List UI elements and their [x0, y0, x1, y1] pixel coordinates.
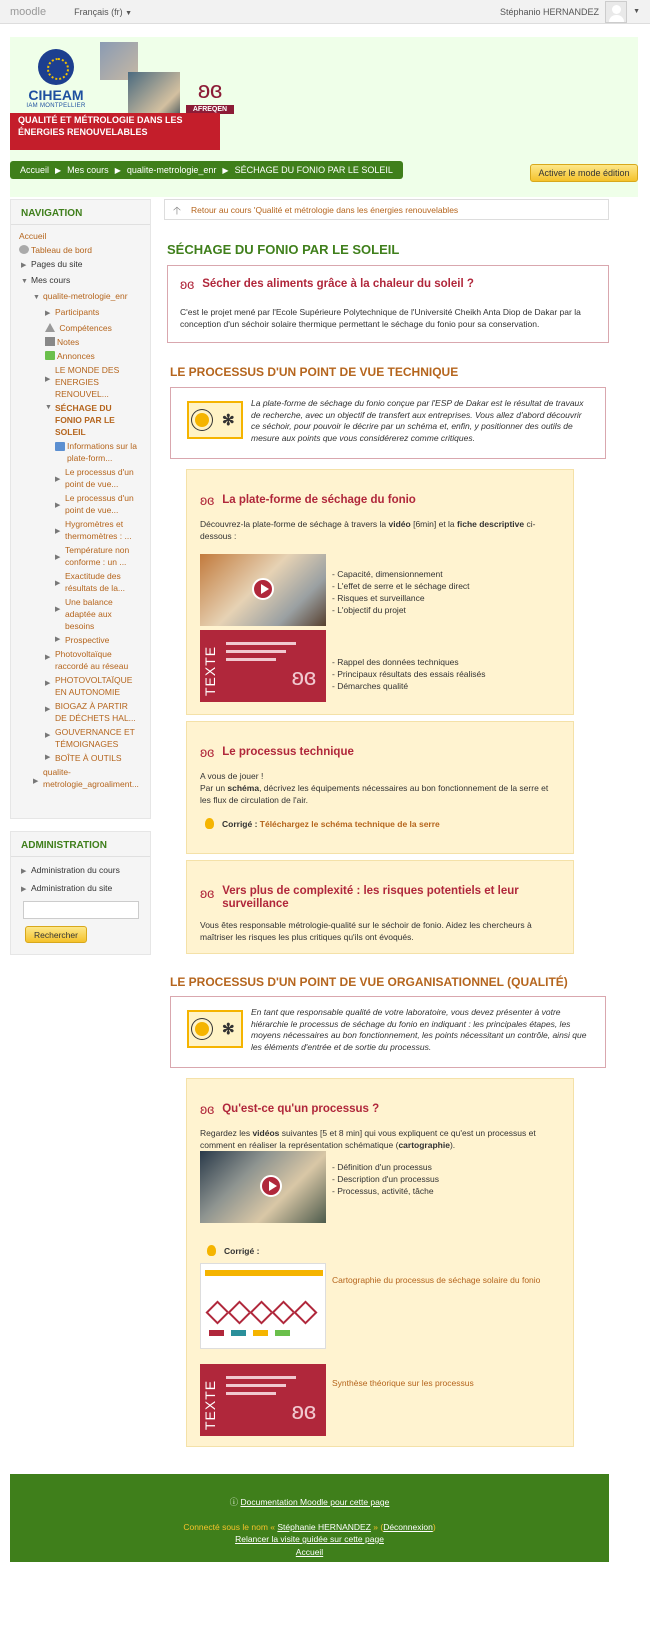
news-icon [45, 351, 55, 360]
cartography-thumbnail[interactable] [200, 1263, 326, 1349]
text-resource [200, 630, 486, 702]
navigation-block [10, 199, 151, 819]
card-title: La plate-forme de séchage du fonio [222, 493, 416, 506]
nav-item-activity[interactable]: Prospective [65, 635, 110, 645]
card-text: A vous de jouer ! Par un schéma, décrivez les équipements nécessaires au bon fonctionnement de la serre et les flux de circulation de l'air. [200, 771, 549, 805]
play-icon[interactable] [252, 578, 274, 600]
search-button[interactable]: Rechercher [25, 926, 87, 943]
list-item: - Capacité, dimensionnement [332, 569, 443, 579]
card-text: Vous êtes responsable métrologie-qualité sur le séchoir de fonio. Aidez les chercheurs à maîtriser les risques les plus critiques qu'ils ont évoqués. [200, 920, 532, 942]
nav-item-activity[interactable]: Température non conforme : un ... [65, 545, 130, 567]
info-icon: ⓘ [229, 1497, 241, 1507]
admin-course-label: Administration du cours [31, 865, 120, 875]
afreqen-label: AFREQEN [186, 105, 234, 114]
nav-item-activity[interactable]: Le processus d'un point de vue... [65, 493, 134, 515]
footer-home-link[interactable]: Accueil [295, 1547, 324, 1557]
butterfly-icon: ʚɞ [200, 885, 215, 901]
sheet-keyword: fiche descriptive [457, 519, 525, 529]
correction-label: Corrigé : [224, 1245, 260, 1256]
folder-icon [55, 442, 65, 451]
list-item: - Description d'un processus [332, 1174, 439, 1184]
breadcrumb-section[interactable]: SÉCHAGE DU FONIO PAR LE SOLEIL [234, 165, 393, 175]
butterfly-icon: ʚɞ [200, 492, 215, 508]
video-resource [200, 554, 470, 626]
triangle-right-icon: ▶ [21, 886, 27, 893]
video-resource [200, 1151, 439, 1223]
triangle-right-icon: ▶ [21, 868, 27, 875]
list-item: - Définition d'un processus [332, 1162, 432, 1172]
up-arrow-icon: 🡡 [173, 205, 181, 217]
triangle-right-icon[interactable]: ▶ [45, 680, 51, 687]
triangle-right-icon[interactable]: ▶ [21, 262, 27, 269]
administration-title: ADMINISTRATION [11, 832, 150, 857]
butterfly-icon: ʚɞ [197, 77, 223, 104]
sun-fan-icon: ✻ [187, 1010, 243, 1048]
nav-item-competencies[interactable]: Compétences [59, 323, 112, 333]
triangle-right-icon[interactable]: ▶ [45, 654, 51, 661]
triangle-right-icon[interactable]: ▶ [55, 476, 61, 483]
triangle-right-icon[interactable]: ▶ [45, 706, 51, 713]
info-box [170, 387, 606, 459]
administration-block [10, 831, 151, 955]
section-title: LE PROCESSUS D'UN POINT DE VUE TECHNIQUE [170, 365, 459, 379]
list-item: - Risques et surveillance [332, 593, 425, 603]
nav-item-course[interactable]: qualite-metrologie_agroaliment... [43, 767, 139, 789]
admin-site[interactable] [11, 879, 150, 897]
nav-item-activity[interactable]: Exactitude des résultats de la... [65, 571, 126, 593]
info-text: En tant que responsable qualité de votre laboratoire, vous devez présenter à votre hiérarchie le processus de séchage du fonio en indiquant : les principales étapes, les moyens nécessaires au bon fonctionnement, les points nécessitant un contrôle, ainsi que les éléments d'entrée et de sortie du processus. [251, 1007, 587, 1052]
section-title: LE PROCESSUS D'UN POINT DE VUE ORGANISATIONNEL (QUALITÉ) [170, 975, 568, 989]
triangle-right-icon[interactable]: ▶ [55, 636, 61, 643]
user-name: Stéphanio HERNANDEZ [500, 6, 600, 17]
video-thumbnail[interactable] [200, 1151, 326, 1223]
texte-label: TEXTE [202, 645, 218, 696]
nav-item-my-courses[interactable]: Mes cours [31, 275, 71, 285]
intro-title: Sécher des aliments grâce à la chaleur du soleil ? [202, 278, 474, 290]
breadcrumb-separator-icon: ▶ [222, 165, 229, 175]
avatar [605, 1, 627, 23]
correction-label: Corrigé : [222, 818, 260, 829]
card-title: Le processus technique [222, 745, 354, 758]
breadcrumb-course[interactable]: qualite-metrologie_enr [126, 165, 217, 175]
admin-site-label: Administration du site [31, 883, 113, 893]
card-title: Vers plus de complexité : les risques potentiels et leur surveillance [222, 885, 519, 910]
triangle-right-icon[interactable]: ▶ [45, 754, 51, 761]
butterfly-icon: ʚɞ [291, 1398, 316, 1425]
butterfly-icon: ʚɞ [291, 664, 316, 691]
info-box [170, 996, 606, 1068]
triangle-right-icon[interactable]: ▶ [45, 376, 51, 383]
triangle-down-icon[interactable]: ▼ [21, 278, 28, 285]
triangle-right-icon[interactable]: ▶ [33, 778, 39, 785]
texte-label: TEXTE [202, 1379, 218, 1430]
synthesis-link[interactable]: Synthèse théorique sur les processus [332, 1378, 474, 1388]
nav-item-participants[interactable]: Participants [55, 307, 100, 317]
triangle-right-icon[interactable]: ▶ [55, 528, 61, 535]
card-title: Qu'est-ce qu'un processus ? [222, 1102, 380, 1115]
logout-link[interactable]: Déconnexion [383, 1522, 433, 1532]
download-schema-link[interactable]: Téléchargez le schéma technique de la serre [259, 818, 440, 829]
triangle-right-icon[interactable]: ▶ [55, 554, 61, 561]
ciheam-name: CIHEAM [28, 87, 84, 103]
breadcrumb [10, 161, 403, 179]
navigation-tree [11, 229, 150, 791]
text-thumbnail[interactable] [200, 1364, 326, 1436]
cartography-resource [200, 1263, 540, 1349]
video-thumbnail[interactable] [200, 554, 326, 626]
info-text: La plate-forme de séchage du fonio conçue par l'ESP de Dakar est le résultat de travaux de recherche, avec un objectif de transfert aux entreprises. Vous allez d'abord découvrir ce séchoir, pour pouvoir le décrire par un schéma et, enfin, y positionner des outils de mesure aux points que vous considérerez comme critiques. [251, 398, 584, 443]
triangle-right-icon[interactable]: ▶ [45, 732, 51, 739]
triangle-right-icon[interactable]: ▶ [55, 580, 61, 587]
triangle-down-icon[interactable]: ▼ [33, 294, 40, 301]
course-banner: QUALITÉ ET MÉTROLOGIE DANS LES ÉNERGIES RENOUVELABLES [10, 113, 220, 150]
breadcrumb-separator-icon: ▶ [114, 165, 121, 175]
card-text: Regardez les vidéos suivantes [5 et 8 min] qui vous expliquent ce qu'est un processus et comment en réaliser la représentation schématique (cartographie). [200, 1128, 536, 1150]
ciheam-sub: IAM MONTPELLIER [26, 103, 86, 109]
nav-item-section-1[interactable]: LE MONDE DES ENERGIES RENOUVEL... [55, 365, 120, 399]
admin-course[interactable] [11, 861, 150, 879]
language-menu[interactable] [74, 7, 132, 17]
butterfly-icon: ʚɞ [200, 744, 215, 760]
nav-item-activity[interactable]: Le processus d'un point de vue... [65, 467, 134, 489]
nav-item-section[interactable]: BIOGAZ À PARTIR DE DÉCHETS HAL... [55, 701, 136, 723]
nav-item-section-current[interactable]: SÉCHAGE DU FONIO PAR LE SOLEIL [55, 403, 115, 437]
butterfly-icon: ʚɞ [180, 276, 195, 292]
activity-card [186, 860, 574, 954]
page-footer: ⓘ Documentation Moodle pour cette page Connecté sous le nom « Stéphanie HERNANDEZ » (Déconnexion) Relancer la visite guidée sur cette page Accueil [10, 1474, 609, 1562]
list-item: - Rappel des données techniques [332, 657, 459, 667]
text-thumbnail[interactable] [200, 630, 326, 702]
moodle-logo[interactable]: moodle [10, 5, 47, 18]
play-icon[interactable] [260, 1175, 282, 1197]
top-navbar [0, 0, 650, 24]
guided-tour-link[interactable]: Relancer la visite guidée sur cette page [235, 1534, 384, 1544]
nav-item-activity[interactable]: Hygromètres et thermomètres : ... [65, 519, 132, 541]
breadcrumb-separator-icon: ▶ [55, 165, 62, 175]
triangle-right-icon[interactable]: ▶ [55, 606, 61, 613]
nav-item-grades[interactable]: Notes [57, 337, 80, 347]
nav-item-activity[interactable]: Une balance adaptée aux besoins [65, 597, 113, 631]
list-item: - Principaux résultats des essais réalisés [332, 669, 486, 679]
list-item: - Processus, activité, tâche [332, 1186, 434, 1196]
triangle-down-icon[interactable]: ▼ [45, 404, 52, 411]
card-text: Découvrez-la plate-forme de séchage à travers la vidéo [6min] et la fiche descriptive ci-dessous : [200, 519, 536, 541]
competency-icon [45, 323, 55, 332]
nav-item-site-pages[interactable]: Pages du site [31, 259, 83, 269]
nav-item-section[interactable]: PHOTOVOLTAÏQUE EN AUTONOMIE [55, 675, 133, 697]
navigation-title: NAVIGATION [11, 200, 150, 225]
nav-item-section[interactable]: BOÎTE À OUTILS [55, 753, 122, 763]
butterfly-icon: ʚɞ [200, 1101, 215, 1117]
moodle-docs-link[interactable]: Documentation Moodle pour cette page [240, 1497, 390, 1507]
nav-item-section[interactable]: Photovoltaïque raccordé au réseau [55, 649, 129, 671]
page-header [10, 37, 638, 197]
sun-fan-icon: ✻ [187, 401, 243, 439]
edit-mode-button[interactable]: Activer le mode édition [530, 164, 638, 182]
language-label: Français (fr) [74, 6, 123, 17]
caret-down-icon: ▼ [633, 8, 640, 15]
list-item: - L'effet de serre et le séchage direct [332, 581, 470, 591]
intro-box [167, 265, 609, 343]
activity-card [186, 721, 574, 854]
afreqen-logo [186, 77, 234, 114]
intro-text: C'est le projet mené par l'Ecole Supérieure Polytechnique de l'Université Cheikh Anta Diop de Dakar par la conception d'un séchoir solaire thermique permettant le séchage du fonio pour sa conservation. [180, 307, 581, 329]
ciheam-logo [22, 49, 90, 109]
bulb-icon [207, 1245, 216, 1256]
caret-down-icon: ▼ [125, 9, 133, 17]
page-title: SÉCHAGE DU FONIO PAR LE SOLEIL [167, 242, 400, 257]
list-item: - Démarches qualité [332, 681, 409, 691]
triangle-right-icon[interactable]: ▶ [45, 310, 51, 317]
text-resource [200, 1364, 474, 1436]
user-menu[interactable] [500, 1, 640, 23]
notes-icon [45, 337, 55, 346]
activity-card [186, 1078, 574, 1447]
breadcrumb-my-courses[interactable]: Mes cours [67, 165, 109, 175]
nav-item-home[interactable]: Accueil [19, 231, 47, 241]
video-keyword: vidéo [388, 519, 411, 529]
list-item: - L'objectif du projet [332, 605, 406, 615]
profile-link[interactable]: Stéphanie HERNANDEZ [277, 1522, 371, 1532]
bulb-icon [205, 818, 214, 829]
dashboard-icon [19, 245, 29, 254]
back-to-course-link[interactable] [164, 199, 609, 220]
nav-item-dashboard[interactable]: Tableau de bord [31, 245, 92, 255]
nav-item-section[interactable]: GOUVERNANCE ET TÉMOIGNAGES [55, 727, 135, 749]
admin-search-input[interactable] [23, 901, 139, 919]
nav-item-course[interactable]: qualite-metrologie_enr [43, 291, 128, 301]
cartography-link[interactable]: Cartographie du processus de séchage solaire du fonio [332, 1275, 541, 1285]
breadcrumb-home[interactable]: Accueil [20, 165, 50, 175]
back-link-label: Retour au cours 'Qualité et métrologie dans les énergies renouvelables [191, 204, 459, 215]
activity-card [186, 469, 574, 715]
ciheam-emblem-icon [38, 49, 74, 85]
nav-item-news[interactable]: Annonces [57, 351, 95, 361]
triangle-right-icon[interactable]: ▶ [55, 502, 61, 509]
nav-item-activity[interactable]: Informations sur la plate-form... [67, 441, 137, 463]
